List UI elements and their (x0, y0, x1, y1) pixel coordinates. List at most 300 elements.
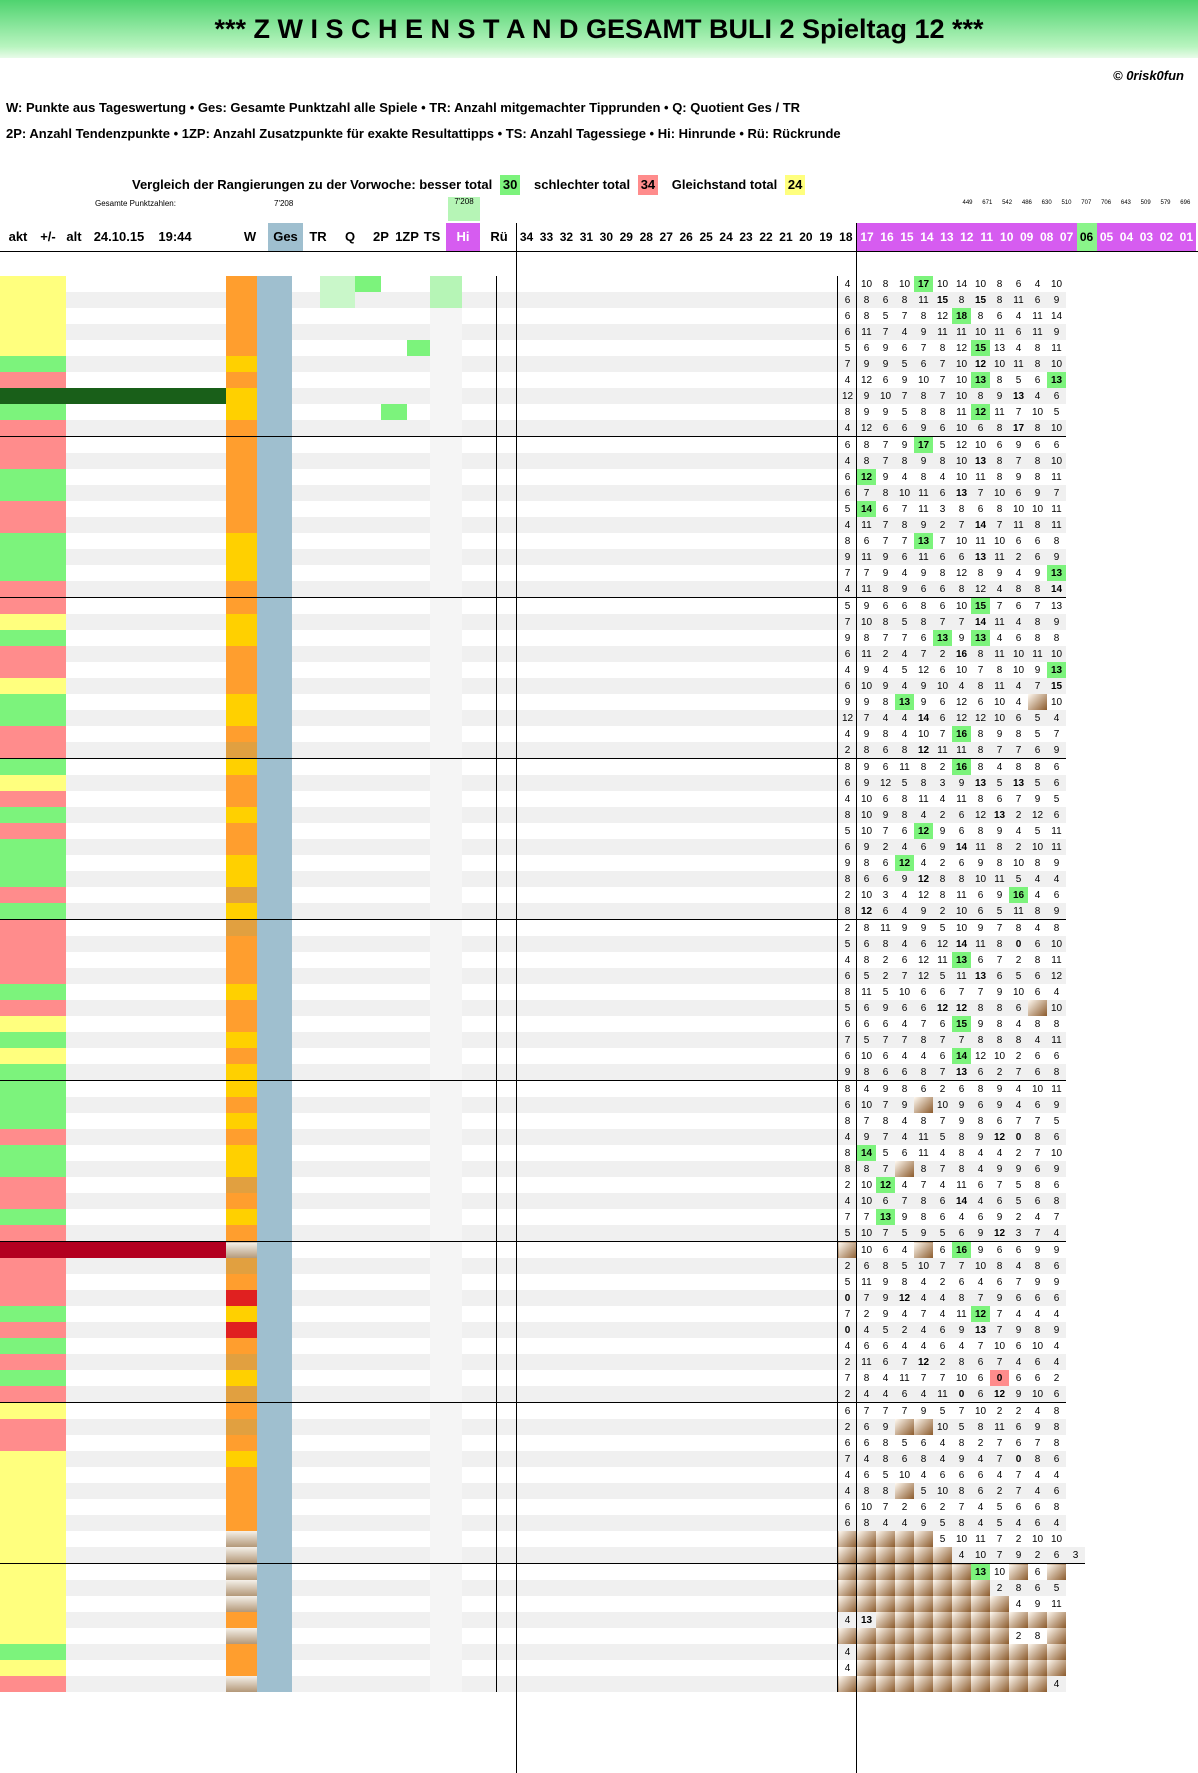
rueckrunde-total (462, 437, 497, 454)
rueckrunde-total (462, 1161, 497, 1177)
player-name (88, 469, 226, 485)
table-row (0, 839, 1085, 855)
day-points (226, 581, 257, 598)
total-points (257, 533, 292, 549)
matchday-points: 4 (1053, 1340, 1060, 1352)
matchday-points: 10 (1047, 420, 1066, 437)
rank-change (42, 1354, 66, 1370)
rueckrunde-days (497, 1644, 838, 1660)
hinrunde-total (430, 920, 462, 937)
matchday-points: 6 (895, 420, 914, 437)
matchday-points: 11 (952, 324, 971, 340)
rueckrunde-days (497, 1419, 838, 1435)
player-name (88, 1338, 226, 1354)
quotient (320, 356, 355, 372)
matchday-points (895, 1596, 914, 1612)
matchday-points (895, 1676, 914, 1692)
matchday-points: 11 (857, 549, 876, 565)
player-name (88, 1129, 226, 1145)
rank-current (0, 420, 42, 437)
exact-points (381, 1048, 407, 1064)
rounds-played (292, 1370, 320, 1386)
matchday-points (1009, 1564, 1028, 1581)
rounds-played (292, 404, 320, 420)
day-wins (407, 1419, 430, 1435)
matchday-total: 706 (1101, 200, 1112, 206)
quotient (320, 694, 355, 710)
matchday-points: 7 (939, 728, 946, 740)
rounds-played (292, 1193, 320, 1209)
matchday-points: 7 (996, 1308, 1003, 1320)
rueckrunde-total (462, 1531, 497, 1547)
matchday-points: 8 (1047, 1419, 1066, 1435)
total-points (257, 1612, 292, 1628)
exact-points (381, 1274, 407, 1290)
rank-change (42, 1225, 66, 1242)
hinrunde-total (430, 630, 462, 646)
matchday-points: 6 (901, 1147, 908, 1159)
matchday-points: 5 (939, 1405, 946, 1417)
tendency-points (355, 1242, 381, 1259)
player-name (88, 1580, 226, 1596)
day-points (226, 1177, 257, 1193)
matchday-points: 12 (1047, 968, 1066, 984)
matchday-points: 12 (1028, 807, 1047, 823)
matchday-points: 4 (895, 324, 914, 340)
day-wins (407, 276, 430, 292)
matchday-points: 4 (895, 710, 914, 726)
table-row (0, 1596, 1085, 1612)
quotient (320, 903, 355, 920)
player-name (88, 1483, 226, 1499)
matchday-points: 10 (1012, 986, 1025, 998)
exact-points (381, 920, 407, 937)
rueckrunde-days (497, 823, 838, 839)
matchday-points: 4 (914, 1322, 933, 1338)
matchday-points: 6 (838, 1435, 858, 1451)
rank-current (0, 1161, 42, 1177)
total-points (257, 453, 292, 469)
matchday-points: 6 (838, 485, 858, 501)
rank-previous (66, 1386, 88, 1403)
rank-previous (66, 549, 88, 565)
matchday-points: 4 (977, 1147, 984, 1159)
total-points (257, 1258, 292, 1274)
rounds-played (292, 1000, 320, 1016)
tendency-points (355, 1000, 381, 1016)
matchday-points: 6 (838, 1016, 858, 1032)
rank-current (0, 855, 42, 871)
rueckrunde-days (497, 807, 838, 823)
matchday-points: 14 (952, 936, 971, 952)
matchday-points: 7 (920, 1308, 927, 1320)
matchday-points: 9 (882, 406, 889, 418)
matchday-points: 6 (996, 310, 1003, 322)
matchday-points: 5 (901, 406, 908, 418)
day-points (226, 710, 257, 726)
tendency-points (355, 646, 381, 662)
header-day-ruck: 25 (699, 230, 713, 244)
quotient (320, 1628, 355, 1644)
matchday-points: 7 (882, 632, 889, 644)
rueckrunde-total (462, 920, 497, 937)
matchday-points: 4 (895, 936, 914, 952)
exact-points (381, 1660, 407, 1676)
matchday-points: 11 (861, 1276, 872, 1288)
day-wins (407, 1386, 430, 1403)
rank-change (42, 1242, 66, 1259)
matchday-points: 7 (895, 1354, 914, 1370)
player-name (88, 903, 226, 920)
matchday-points: 8 (914, 1193, 933, 1209)
matchday-points: 8 (1028, 420, 1047, 437)
hinrunde-total (430, 581, 462, 598)
day-points (226, 1499, 257, 1515)
table-row (0, 1419, 1085, 1435)
matchday-points: 6 (990, 1193, 1009, 1209)
rounds-played (292, 775, 320, 791)
matchday-points (952, 1612, 971, 1628)
matchday-points: 8 (1028, 453, 1047, 469)
rueckrunde-days (497, 759, 838, 776)
quotient (320, 662, 355, 678)
rank-change (42, 1000, 66, 1016)
matchday-points: 3 (1009, 1225, 1028, 1242)
day-wins (407, 1129, 430, 1145)
exact-points (381, 1435, 407, 1451)
matchday-points: 6 (901, 825, 908, 837)
matchday-points: 10 (1031, 503, 1044, 515)
day-wins (407, 1499, 430, 1515)
rank-current (0, 968, 42, 984)
day-wins (407, 1258, 430, 1274)
matchday-points: 13 (914, 533, 933, 549)
matchday-points: 7 (952, 614, 971, 630)
matchday-points: 5 (990, 775, 1009, 791)
matchday-points: 8 (996, 278, 1003, 290)
rank-current (0, 903, 42, 920)
matchday-points: 7 (990, 1322, 1009, 1338)
rank-current (0, 276, 42, 292)
day-points (226, 276, 257, 292)
player-name (88, 1644, 226, 1660)
total-points (257, 1451, 292, 1467)
player-name (88, 1322, 226, 1338)
day-wins (407, 1322, 430, 1338)
matchday-points: 8 (977, 793, 984, 805)
rounds-played (292, 565, 320, 581)
rank-current (0, 1097, 42, 1113)
matchday-points: 6 (838, 1403, 858, 1420)
tendency-points (355, 984, 381, 1000)
matchday-total: 449 (962, 200, 973, 206)
rueckrunde-days (497, 920, 838, 937)
matchday-points: 5 (1009, 968, 1028, 984)
matchday-points (838, 1531, 858, 1547)
matchday-points: 7 (996, 600, 1003, 612)
exact-points (381, 1483, 407, 1499)
matchday-points (876, 1660, 895, 1676)
day-points (226, 1676, 257, 1692)
matchday-points: 10 (1012, 857, 1025, 869)
rank-change (42, 1403, 66, 1420)
rueckrunde-total (462, 308, 497, 324)
tendency-points (355, 404, 381, 420)
matchday-total: 510 (1061, 200, 1072, 206)
matchday-points: 7 (1015, 793, 1022, 805)
rank-current (0, 1370, 42, 1386)
matchday-points: 4 (838, 1660, 858, 1676)
matchday-points: 9 (901, 1211, 908, 1223)
exact-points (381, 1547, 407, 1564)
matchday-points (914, 1547, 933, 1564)
header-day-hin: 15 (897, 223, 917, 251)
rueckrunde-total (462, 1435, 497, 1451)
matchday-points: 7 (996, 1179, 1003, 1191)
header-day-ruck: 31 (579, 230, 594, 244)
matchday-points: 8 (876, 1258, 895, 1274)
table-row (0, 453, 1085, 469)
matchday-points: 6 (977, 1179, 984, 1191)
matchday-points: 9 (838, 694, 858, 710)
day-wins (407, 1081, 430, 1098)
total-points (257, 598, 292, 615)
quotient (320, 614, 355, 630)
matchday-points: 6 (1028, 1580, 1047, 1596)
matchday-points: 6 (863, 1018, 870, 1030)
player-name (88, 533, 226, 549)
day-points (226, 823, 257, 839)
rueckrunde-days (497, 1483, 838, 1499)
day-wins (407, 1016, 430, 1032)
rank-previous (66, 984, 88, 1000)
vertical-divider-hin (856, 223, 857, 1773)
rueckrunde-total (462, 388, 497, 404)
matchday-points: 10 (990, 710, 1009, 726)
matchday-points: 15 (971, 598, 990, 615)
player-name (88, 1451, 226, 1467)
matchday-points: 6 (1047, 775, 1066, 791)
matchday-points: 6 (838, 1515, 858, 1531)
matchday-points: 9 (1034, 567, 1041, 579)
table-row (0, 1290, 1085, 1306)
day-points (226, 1209, 257, 1225)
matchday-points: 4 (1015, 1308, 1022, 1320)
hinrunde-total (430, 1338, 462, 1354)
rank-current (0, 1676, 42, 1692)
rank-change (42, 1564, 66, 1581)
matchday-points: 6 (914, 356, 933, 372)
rueckrunde-total (462, 1129, 497, 1145)
matchday-points: 18 (952, 308, 971, 324)
matchday-points: 11 (918, 793, 929, 805)
rank-current (0, 742, 42, 759)
matchday-points: 7 (876, 1129, 895, 1145)
rounds-played (292, 678, 320, 694)
rank-previous (66, 485, 88, 501)
matchday-points: 8 (939, 406, 946, 418)
rueckrunde-total (462, 581, 497, 598)
matchday-points: 10 (952, 388, 971, 404)
hinrunde-total (430, 1209, 462, 1225)
hinrunde-total (430, 984, 462, 1000)
total-points (257, 1676, 292, 1692)
matchday-points: 8 (977, 1115, 984, 1127)
matchday-points: 12 (860, 374, 873, 386)
matchday-points: 9 (857, 388, 876, 404)
matchday-points: 4 (971, 1451, 990, 1467)
total-points (257, 968, 292, 984)
rueckrunde-days (497, 1193, 838, 1209)
matchday-points: 8 (838, 1081, 858, 1098)
tendency-points (355, 823, 381, 839)
matchday-points: 9 (1009, 1322, 1028, 1338)
table-row (0, 1322, 1085, 1338)
day-wins (407, 340, 430, 356)
matchday-points (895, 1419, 914, 1435)
matchday-points: 2 (1009, 839, 1028, 855)
matchday-points: 4 (1047, 1515, 1066, 1531)
exact-points (381, 1242, 407, 1259)
matchday-points: 4 (901, 1244, 908, 1256)
matchday-points: 9 (971, 1225, 990, 1242)
matchday-points: 9 (996, 825, 1003, 837)
matchday-points: 4 (1009, 678, 1028, 694)
rueckrunde-days (497, 903, 838, 920)
matchday-points: 10 (857, 1225, 876, 1242)
rounds-played (292, 1676, 320, 1692)
table-row (0, 1612, 1085, 1628)
matchday-points: 11 (990, 678, 1009, 694)
matchday-points: 8 (882, 278, 889, 290)
matchday-points: 0 (838, 1322, 858, 1338)
rounds-played (292, 1499, 320, 1515)
rounds-played (292, 694, 320, 710)
table-row (0, 469, 1085, 485)
quotient (320, 1515, 355, 1531)
rank-change (42, 791, 66, 807)
matchday-points: 6 (977, 696, 984, 708)
day-points (226, 1032, 257, 1048)
matchday-points: 7 (933, 1161, 952, 1177)
exact-points (381, 1306, 407, 1322)
matchday-points: 6 (838, 1097, 858, 1113)
day-points (226, 920, 257, 937)
quotient (320, 1483, 355, 1499)
rueckrunde-days (497, 292, 838, 308)
rank-previous (66, 356, 88, 372)
matchday-points: 6 (863, 1469, 870, 1481)
quotient (320, 807, 355, 823)
rueckrunde-days (497, 1547, 838, 1564)
matchday-points: 7 (1009, 742, 1028, 759)
matchday-points: 9 (914, 420, 933, 437)
matchday-points: 8 (914, 1064, 933, 1081)
rounds-played (292, 340, 320, 356)
day-wins (407, 1483, 430, 1499)
rueckrunde-days (497, 1660, 838, 1676)
matchday-points (990, 1612, 1009, 1628)
rueckrunde-days (497, 646, 838, 662)
matchday-points: 4 (952, 1547, 971, 1564)
rounds-played (292, 742, 320, 759)
tendency-points (355, 372, 381, 388)
matchday-points (933, 1564, 952, 1581)
rueckrunde-days (497, 340, 838, 356)
day-points (226, 1483, 257, 1499)
rounds-played (292, 1145, 320, 1161)
rank-current (0, 1000, 42, 1016)
rank-change (42, 1451, 66, 1467)
player-name (88, 710, 226, 726)
player-name (88, 791, 226, 807)
rank-previous (66, 1129, 88, 1145)
matchday-points: 6 (1028, 549, 1047, 565)
matchday-points: 8 (876, 485, 895, 501)
matchday-points: 5 (1009, 1193, 1028, 1209)
rueckrunde-days (497, 517, 838, 533)
matchday-points: 6 (920, 986, 927, 998)
day-wins (407, 1467, 430, 1483)
matchday-points: 9 (996, 889, 1003, 901)
matchday-points: 10 (860, 278, 873, 290)
exact-points (381, 1370, 407, 1386)
quotient (320, 1000, 355, 1016)
total-points (257, 1354, 292, 1370)
matchday-points: 11 (1028, 324, 1047, 340)
rank-current (0, 1177, 42, 1193)
table-row (0, 1467, 1085, 1483)
matchday-points: 8 (876, 614, 895, 630)
hinrunde-total (430, 1515, 462, 1531)
matchday-points: 6 (857, 936, 876, 952)
rueckrunde-total (462, 1322, 497, 1338)
day-wins (407, 1064, 430, 1081)
matchday-points: 6 (1009, 324, 1028, 340)
matchday-points: 6 (939, 986, 946, 998)
exact-points (381, 581, 407, 598)
rank-current (0, 1242, 42, 1259)
matchday-points: 4 (863, 1083, 870, 1095)
matchday-points: 11 (1028, 646, 1047, 662)
matchday-points: 8 (1034, 1630, 1041, 1642)
rank-current (0, 1258, 42, 1274)
rank-previous (66, 1225, 88, 1242)
rank-change (42, 1193, 66, 1209)
matchday-points: 4 (838, 791, 858, 807)
rank-change (42, 340, 66, 356)
quotient (320, 936, 355, 952)
header-day-hin: 16 (877, 223, 897, 251)
matchday-points: 11 (990, 614, 1009, 630)
matchday-points: 4 (996, 632, 1003, 644)
matchday-points: 10 (1031, 1083, 1044, 1095)
matchday-points: 12 (857, 903, 876, 920)
matchday-points (857, 1596, 876, 1612)
matchday-points: 6 (863, 535, 870, 547)
matchday-points: 10 (1050, 1147, 1063, 1159)
rueckrunde-days (497, 437, 838, 454)
matchday-points: 8 (996, 664, 1003, 676)
matchday-points (838, 1564, 858, 1581)
matchday-points (1009, 1676, 1028, 1692)
matchday-points: 9 (1053, 1244, 1060, 1256)
matchday-points: 4 (939, 1437, 946, 1449)
header-alt: alt (66, 229, 82, 244)
matchday-points: 10 (971, 871, 990, 887)
tendency-points (355, 420, 381, 437)
hinrunde-total (430, 839, 462, 855)
